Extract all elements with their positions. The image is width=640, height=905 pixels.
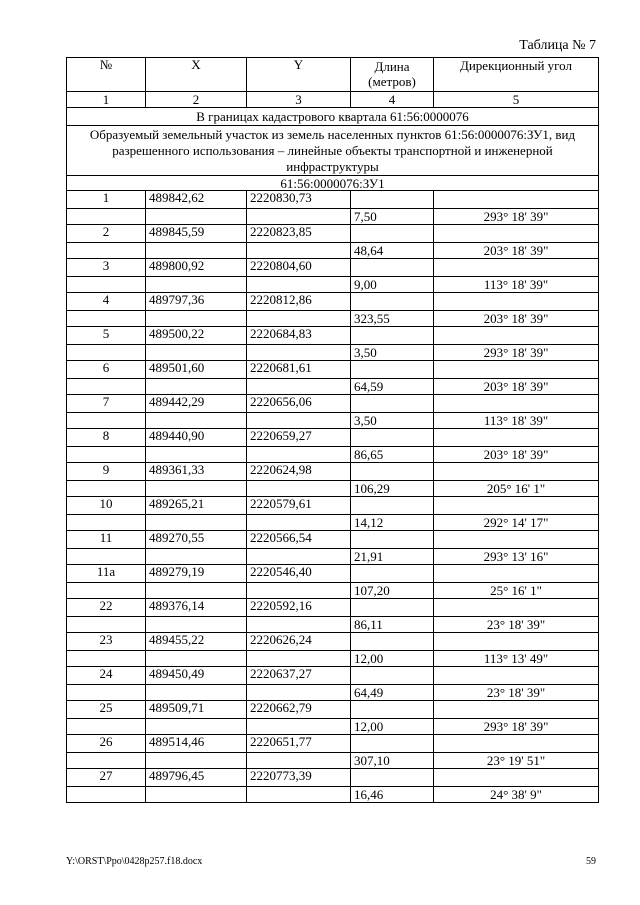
segment-angle: 203° 18' 39" bbox=[434, 379, 599, 395]
empty-cell bbox=[146, 753, 247, 769]
empty-cell bbox=[434, 463, 599, 481]
point-y: 2220651,77 bbox=[247, 735, 351, 753]
empty-cell bbox=[247, 719, 351, 735]
point-y: 2220546,40 bbox=[247, 565, 351, 583]
empty-cell bbox=[67, 515, 146, 531]
segment-row bbox=[67, 345, 599, 361]
empty-cell bbox=[146, 651, 247, 667]
footer-page-number: 59 bbox=[586, 856, 596, 867]
point-number: 5 bbox=[67, 327, 146, 345]
point-row bbox=[67, 633, 599, 651]
point-number: 10 bbox=[67, 497, 146, 515]
segment-length: 48,64 bbox=[351, 243, 434, 259]
empty-cell bbox=[434, 531, 599, 549]
point-number: 8 bbox=[67, 429, 146, 447]
empty-cell bbox=[146, 447, 247, 463]
segment-length: 64,59 bbox=[351, 379, 434, 395]
column-index: 2 bbox=[146, 92, 247, 108]
segment-row bbox=[67, 481, 599, 497]
point-x: 489376,14 bbox=[146, 599, 247, 617]
empty-cell bbox=[434, 701, 599, 719]
empty-cell bbox=[247, 515, 351, 531]
empty-cell bbox=[247, 447, 351, 463]
empty-cell bbox=[67, 719, 146, 735]
point-row bbox=[67, 361, 599, 379]
segment-length: 307,10 bbox=[351, 753, 434, 769]
segment-row bbox=[67, 447, 599, 463]
point-number: 24 bbox=[67, 667, 146, 685]
segment-length: 16,46 bbox=[351, 787, 434, 803]
segment-row bbox=[67, 753, 599, 769]
segment-angle: 113° 13' 49" bbox=[434, 651, 599, 667]
empty-cell bbox=[146, 311, 247, 327]
segment-length: 21,91 bbox=[351, 549, 434, 565]
point-x: 489270,55 bbox=[146, 531, 247, 549]
segment-length: 64,49 bbox=[351, 685, 434, 701]
point-number: 25 bbox=[67, 701, 146, 719]
point-row bbox=[67, 735, 599, 753]
point-number: 4 bbox=[67, 293, 146, 311]
column-index: 4 bbox=[351, 92, 434, 108]
empty-cell bbox=[247, 379, 351, 395]
point-x: 489845,59 bbox=[146, 225, 247, 243]
empty-cell bbox=[351, 531, 434, 549]
point-x: 489514,46 bbox=[146, 735, 247, 753]
point-y: 2220592,16 bbox=[247, 599, 351, 617]
segment-row bbox=[67, 243, 599, 259]
segment-angle: 24° 38' 9" bbox=[434, 787, 599, 803]
point-number: 9 bbox=[67, 463, 146, 481]
point-y: 2220681,61 bbox=[247, 361, 351, 379]
segment-length: 14,12 bbox=[351, 515, 434, 531]
point-x: 489279,19 bbox=[146, 565, 247, 583]
empty-cell bbox=[247, 277, 351, 293]
point-number: 23 bbox=[67, 633, 146, 651]
empty-cell bbox=[434, 225, 599, 243]
segment-row bbox=[67, 311, 599, 327]
empty-cell bbox=[247, 753, 351, 769]
segment-row bbox=[67, 379, 599, 395]
segment-length: 12,00 bbox=[351, 719, 434, 735]
point-number: 7 bbox=[67, 395, 146, 413]
segment-angle: 25° 16' 1" bbox=[434, 583, 599, 599]
empty-cell bbox=[67, 651, 146, 667]
footer-file-path: Y:\ORST\Ppo\0428p257.f18.docx bbox=[66, 856, 203, 867]
point-x: 489440,90 bbox=[146, 429, 247, 447]
empty-cell bbox=[351, 497, 434, 515]
segment-row bbox=[67, 209, 599, 225]
point-row bbox=[67, 701, 599, 719]
point-number: 2 bbox=[67, 225, 146, 243]
segment-angle: 113° 18' 39" bbox=[434, 413, 599, 429]
segment-row bbox=[67, 277, 599, 293]
quarter-caption-row bbox=[67, 108, 599, 126]
segment-length: 3,50 bbox=[351, 345, 434, 361]
point-number: 11 bbox=[67, 531, 146, 549]
empty-cell bbox=[351, 599, 434, 617]
point-row bbox=[67, 429, 599, 447]
empty-cell bbox=[67, 379, 146, 395]
segment-angle: 23° 18' 39" bbox=[434, 685, 599, 701]
point-y: 2220637,27 bbox=[247, 667, 351, 685]
segment-row bbox=[67, 651, 599, 667]
point-number: 26 bbox=[67, 735, 146, 753]
point-row bbox=[67, 191, 599, 209]
point-row bbox=[67, 395, 599, 413]
empty-cell bbox=[146, 617, 247, 633]
point-x: 489842,62 bbox=[146, 191, 247, 209]
empty-cell bbox=[247, 685, 351, 701]
header-x: X bbox=[146, 58, 247, 92]
point-y: 2220684,83 bbox=[247, 327, 351, 345]
empty-cell bbox=[434, 497, 599, 515]
empty-cell bbox=[67, 617, 146, 633]
segment-row bbox=[67, 617, 599, 633]
empty-cell bbox=[434, 599, 599, 617]
empty-cell bbox=[67, 413, 146, 429]
empty-cell bbox=[351, 565, 434, 583]
point-number: 6 bbox=[67, 361, 146, 379]
segment-row bbox=[67, 583, 599, 599]
empty-cell bbox=[351, 259, 434, 277]
point-y: 2220659,27 bbox=[247, 429, 351, 447]
empty-cell bbox=[434, 327, 599, 345]
empty-cell bbox=[351, 769, 434, 787]
segment-length: 106,29 bbox=[351, 481, 434, 497]
point-row bbox=[67, 327, 599, 345]
point-row bbox=[67, 599, 599, 617]
point-x: 489800,92 bbox=[146, 259, 247, 277]
table-title: Таблица № 7 bbox=[519, 38, 596, 53]
point-x: 489455,22 bbox=[146, 633, 247, 651]
point-row bbox=[67, 531, 599, 549]
column-index: 3 bbox=[247, 92, 351, 108]
empty-cell bbox=[247, 481, 351, 497]
empty-cell bbox=[351, 225, 434, 243]
segment-row bbox=[67, 719, 599, 735]
quarter-caption: В границах кадастрового квартала 61:56:0000076 bbox=[67, 108, 599, 126]
empty-cell bbox=[247, 617, 351, 633]
segment-angle: 203° 18' 39" bbox=[434, 311, 599, 327]
point-number: 22 bbox=[67, 599, 146, 617]
segment-angle: 293° 13' 16" bbox=[434, 549, 599, 565]
point-number: 11а bbox=[67, 565, 146, 583]
point-row bbox=[67, 769, 599, 787]
point-y: 2220624,98 bbox=[247, 463, 351, 481]
empty-cell bbox=[247, 311, 351, 327]
point-x: 489450,49 bbox=[146, 667, 247, 685]
empty-cell bbox=[247, 413, 351, 429]
segment-length: 12,00 bbox=[351, 651, 434, 667]
segment-length: 323,55 bbox=[351, 311, 434, 327]
empty-cell bbox=[146, 379, 247, 395]
empty-cell bbox=[351, 701, 434, 719]
point-x: 489797,36 bbox=[146, 293, 247, 311]
empty-cell bbox=[434, 361, 599, 379]
point-x: 489796,45 bbox=[146, 769, 247, 787]
segment-angle: 293° 18' 39" bbox=[434, 719, 599, 735]
point-y: 2220566,54 bbox=[247, 531, 351, 549]
empty-cell bbox=[67, 583, 146, 599]
empty-cell bbox=[146, 413, 247, 429]
column-index-row bbox=[67, 92, 599, 108]
empty-cell bbox=[247, 787, 351, 803]
empty-cell bbox=[67, 787, 146, 803]
empty-cell bbox=[434, 667, 599, 685]
empty-cell bbox=[146, 583, 247, 599]
empty-cell bbox=[434, 633, 599, 651]
empty-cell bbox=[247, 583, 351, 599]
empty-cell bbox=[351, 327, 434, 345]
coordinates-table bbox=[66, 57, 599, 803]
empty-cell bbox=[67, 345, 146, 361]
empty-cell bbox=[351, 361, 434, 379]
parcel-description-row bbox=[67, 126, 599, 176]
segment-angle: 205° 16' 1" bbox=[434, 481, 599, 497]
segment-angle: 203° 18' 39" bbox=[434, 243, 599, 259]
point-y: 2220579,61 bbox=[247, 497, 351, 515]
point-row bbox=[67, 259, 599, 277]
empty-cell bbox=[146, 243, 247, 259]
empty-cell bbox=[67, 277, 146, 293]
empty-cell bbox=[146, 549, 247, 565]
header-row bbox=[67, 58, 599, 92]
empty-cell bbox=[434, 395, 599, 413]
empty-cell bbox=[67, 481, 146, 497]
empty-cell bbox=[434, 191, 599, 209]
empty-cell bbox=[67, 753, 146, 769]
segment-row bbox=[67, 413, 599, 429]
header-y: Y bbox=[247, 58, 351, 92]
segment-length: 107,20 bbox=[351, 583, 434, 599]
empty-cell bbox=[146, 787, 247, 803]
empty-cell bbox=[351, 633, 434, 651]
segment-angle: 23° 18' 39" bbox=[434, 617, 599, 633]
segment-length: 7,50 bbox=[351, 209, 434, 225]
point-y: 2220773,39 bbox=[247, 769, 351, 787]
point-y: 2220812,86 bbox=[247, 293, 351, 311]
empty-cell bbox=[351, 191, 434, 209]
segment-length: 9,00 bbox=[351, 277, 434, 293]
segment-row bbox=[67, 685, 599, 701]
empty-cell bbox=[434, 293, 599, 311]
column-index: 1 bbox=[67, 92, 146, 108]
point-number: 1 bbox=[67, 191, 146, 209]
point-x: 489361,33 bbox=[146, 463, 247, 481]
point-x: 489442,29 bbox=[146, 395, 247, 413]
segment-length: 3,50 bbox=[351, 413, 434, 429]
point-y: 2220662,79 bbox=[247, 701, 351, 719]
point-y: 2220656,06 bbox=[247, 395, 351, 413]
empty-cell bbox=[146, 209, 247, 225]
empty-cell bbox=[146, 481, 247, 497]
point-row bbox=[67, 463, 599, 481]
point-row bbox=[67, 293, 599, 311]
point-y: 2220626,24 bbox=[247, 633, 351, 651]
header-angle: Дирекционный угол bbox=[434, 58, 599, 92]
parcel-id: 61:56:0000076:ЗУ1 bbox=[67, 176, 599, 191]
empty-cell bbox=[434, 735, 599, 753]
empty-cell bbox=[67, 447, 146, 463]
segment-row bbox=[67, 549, 599, 565]
empty-cell bbox=[434, 769, 599, 787]
segment-angle: 293° 18' 39" bbox=[434, 209, 599, 225]
empty-cell bbox=[434, 565, 599, 583]
segment-angle: 293° 18' 39" bbox=[434, 345, 599, 361]
segment-length: 86,65 bbox=[351, 447, 434, 463]
point-x: 489509,71 bbox=[146, 701, 247, 719]
empty-cell bbox=[146, 685, 247, 701]
empty-cell bbox=[247, 345, 351, 361]
point-number: 3 bbox=[67, 259, 146, 277]
header-length: Длина (метров) bbox=[351, 58, 434, 92]
empty-cell bbox=[67, 209, 146, 225]
empty-cell bbox=[351, 429, 434, 447]
segment-angle: 23° 19' 51" bbox=[434, 753, 599, 769]
empty-cell bbox=[351, 463, 434, 481]
segment-row bbox=[67, 515, 599, 531]
point-x: 489500,22 bbox=[146, 327, 247, 345]
point-x: 489265,21 bbox=[146, 497, 247, 515]
empty-cell bbox=[67, 685, 146, 701]
segment-length: 86,11 bbox=[351, 617, 434, 633]
parcel-description: Образуемый земельный участок из земель населенных пунктов 61:56:0000076:ЗУ1, вид разрешенного использования – линейные объекты транспортной и инженерной инфраструктуры bbox=[67, 126, 599, 176]
segment-row bbox=[67, 787, 599, 803]
empty-cell bbox=[146, 345, 247, 361]
empty-cell bbox=[247, 243, 351, 259]
parcel-id-row bbox=[67, 176, 599, 191]
point-y: 2220823,85 bbox=[247, 225, 351, 243]
point-row bbox=[67, 225, 599, 243]
empty-cell bbox=[247, 209, 351, 225]
empty-cell bbox=[247, 549, 351, 565]
empty-cell bbox=[247, 651, 351, 667]
segment-angle: 292° 14' 17" bbox=[434, 515, 599, 531]
empty-cell bbox=[351, 293, 434, 311]
empty-cell bbox=[351, 395, 434, 413]
segment-angle: 113° 18' 39" bbox=[434, 277, 599, 293]
empty-cell bbox=[351, 667, 434, 685]
point-row bbox=[67, 667, 599, 685]
point-row bbox=[67, 497, 599, 515]
empty-cell bbox=[146, 719, 247, 735]
empty-cell bbox=[146, 515, 247, 531]
empty-cell bbox=[67, 549, 146, 565]
table-body bbox=[67, 92, 599, 803]
empty-cell bbox=[434, 259, 599, 277]
point-y: 2220830,73 bbox=[247, 191, 351, 209]
empty-cell bbox=[67, 243, 146, 259]
point-x: 489501,60 bbox=[146, 361, 247, 379]
empty-cell bbox=[434, 429, 599, 447]
segment-angle: 203° 18' 39" bbox=[434, 447, 599, 463]
column-index: 5 bbox=[434, 92, 599, 108]
empty-cell bbox=[351, 735, 434, 753]
empty-cell bbox=[67, 311, 146, 327]
point-row bbox=[67, 565, 599, 583]
point-y: 2220804,60 bbox=[247, 259, 351, 277]
point-number: 27 bbox=[67, 769, 146, 787]
empty-cell bbox=[146, 277, 247, 293]
header-num: № bbox=[67, 58, 146, 92]
